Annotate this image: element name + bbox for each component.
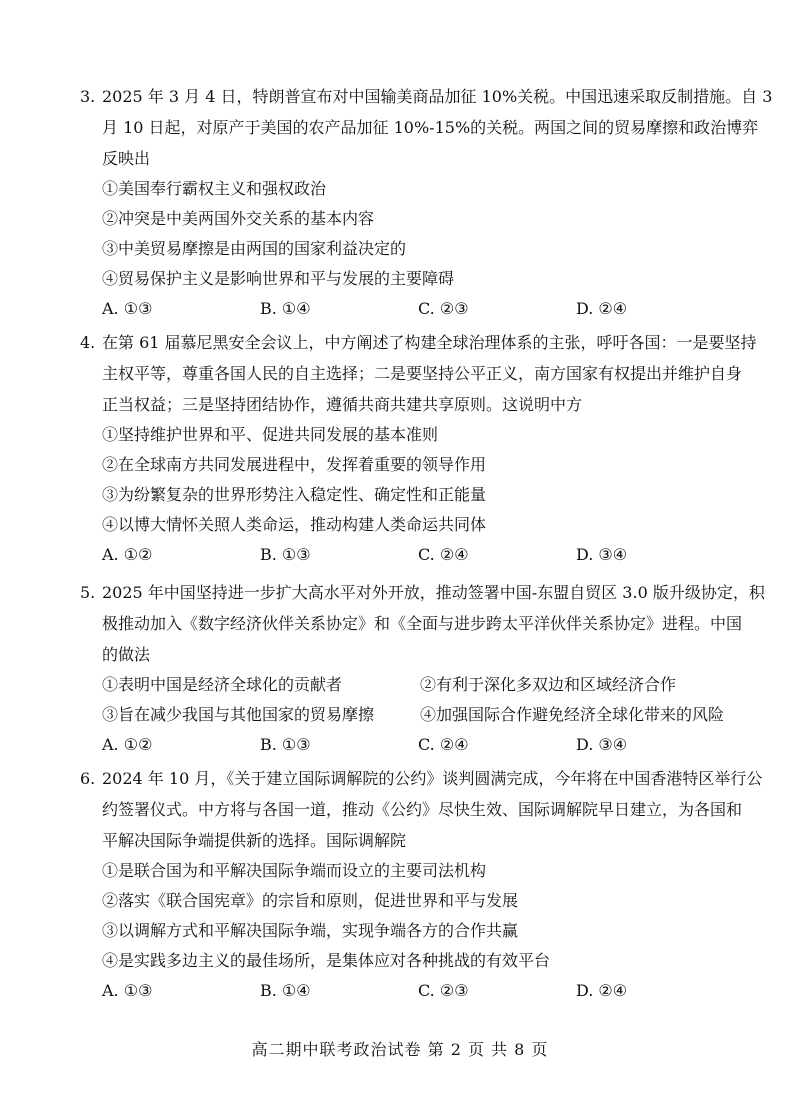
choice-d[interactable]: D. ②④ (576, 299, 628, 318)
question-stem-line (80, 327, 757, 358)
statement-4: ④加强国际合作避免经济全球化带来的风险 (420, 705, 725, 724)
answer-choices (80, 730, 740, 760)
statement-1: ①美国奉行霸权主义和强权政治 (102, 179, 327, 198)
question-stem-line: 反映出 (102, 149, 151, 168)
statement-2: ②冲突是中美两国外交关系的基本内容 (102, 209, 375, 228)
question-stem-line: 约签署仪式。中方将与各国一道，推动《公约》尽快生效、国际调解院早日建立，为各国和 (102, 800, 743, 819)
question-stem-line: 平解决国际争端提供新的选择。国际调解院 (102, 831, 407, 850)
statement-1: ①坚持维护世界和平、促进共同发展的基本准则 (102, 425, 439, 444)
choice-d[interactable]: D. ③④ (576, 735, 628, 754)
question-stem-line: 正当权益；三是坚持团结协作，遵循共商共建共享原则。这说明中方 (102, 395, 583, 414)
statement-4: ④是实践多边主义的最佳场所，是集体应对各种挑战的有效平台 (102, 951, 551, 970)
statement-1: ①是联合国为和平解决国际争端而设立的主要司法机构 (102, 861, 487, 880)
answer-choices (80, 976, 740, 1006)
choice-c[interactable]: C. ②③ (418, 299, 469, 318)
question-number: 5. (80, 583, 96, 602)
choice-b[interactable]: B. ①④ (260, 299, 311, 318)
question-number: 4. (80, 333, 96, 352)
question-stem-line: 月 10 日起，对原产于美国的农产品加征 10%-15%的关税。两国之间的贸易摩擦和政治博弈 (102, 118, 759, 137)
question-stem-line (80, 763, 763, 794)
question-stem-line (80, 577, 765, 608)
question-stem-line: 主权平等，尊重各国人民的自主选择；二是要坚持公平正义，南方国家有权提出并维护自身 (102, 364, 743, 383)
question-4 (80, 327, 757, 570)
question-3 (80, 81, 773, 324)
question-number: 3. (80, 87, 96, 106)
statement-4: ④以博大情怀关照人类命运，推动构建人类命运共同体 (102, 515, 487, 534)
stem-text: 在第 61 届慕尼黑安全会议上，中方阐述了构建全球治理体系的主张，呼吁各国：一是要坚持 (102, 333, 757, 352)
choice-c[interactable]: C. ②④ (418, 545, 469, 564)
stem-text: 2024 年 10 月，《关于建立国际调解院的公约》谈判圆满完成，今年将在中国香港特区举行公 (102, 769, 763, 788)
choice-a[interactable]: A. ①② (102, 545, 153, 564)
statement-row (80, 670, 740, 700)
statement-1: ①表明中国是经济全球化的贡献者 (102, 675, 343, 694)
stem-text: 2025 年中国坚持进一步扩大高水平对外开放，推动签署中国-东盟自贸区 3.0 版升级协定，积 (102, 583, 765, 602)
question-number: 6. (80, 769, 96, 788)
choice-b[interactable]: B. ①④ (260, 981, 311, 1000)
question-stem-line: 的做法 (102, 645, 151, 664)
page-footer: 高二期中联考政治试卷 第 2 页 共 8 页 (251, 1040, 549, 1059)
question-5 (80, 577, 765, 760)
choice-c[interactable]: C. ②③ (418, 981, 469, 1000)
statement-2: ②有利于深化多双边和区域经济合作 (420, 675, 677, 694)
question-6 (80, 763, 763, 1006)
statement-4: ④贸易保护主义是影响世界和平与发展的主要障碍 (102, 269, 455, 288)
choice-a[interactable]: A. ①② (102, 735, 153, 754)
statement-row (80, 700, 740, 730)
question-stem-line: 极推动加入《数字经济伙伴关系协定》和《全面与进步跨太平洋伙伴关系协定》进程。中国 (102, 614, 743, 633)
choice-a[interactable]: A. ①③ (102, 299, 153, 318)
statement-3: ③为纷繁复杂的世界形势注入稳定性、确定性和正能量 (102, 485, 487, 504)
statement-2: ②在全球南方共同发展进程中，发挥着重要的领导作用 (102, 455, 487, 474)
statement-3: ③以调解方式和平解决国际争端，实现争端各方的合作共赢 (102, 921, 519, 940)
choice-c[interactable]: C. ②④ (418, 735, 469, 754)
choice-b[interactable]: B. ①③ (260, 545, 311, 564)
answer-choices (80, 540, 740, 570)
statement-2: ②落实《联合国宪章》的宗旨和原则，促进世界和平与发展 (102, 891, 519, 910)
answer-choices (80, 294, 740, 324)
choice-d[interactable]: D. ②④ (576, 981, 628, 1000)
choice-d[interactable]: D. ③④ (576, 545, 628, 564)
question-stem-line (80, 81, 773, 112)
statement-3: ③旨在减少我国与其他国家的贸易摩擦 (102, 705, 375, 724)
statement-3: ③中美贸易摩擦是由两国的国家利益决定的 (102, 239, 407, 258)
stem-text: 2025 年 3 月 4 日，特朗普宣布对中国输美商品加征 10%关税。中国迅速采取反制措施。自 3 (102, 87, 773, 106)
choice-a[interactable]: A. ①③ (102, 981, 153, 1000)
choice-b[interactable]: B. ①③ (260, 735, 311, 754)
